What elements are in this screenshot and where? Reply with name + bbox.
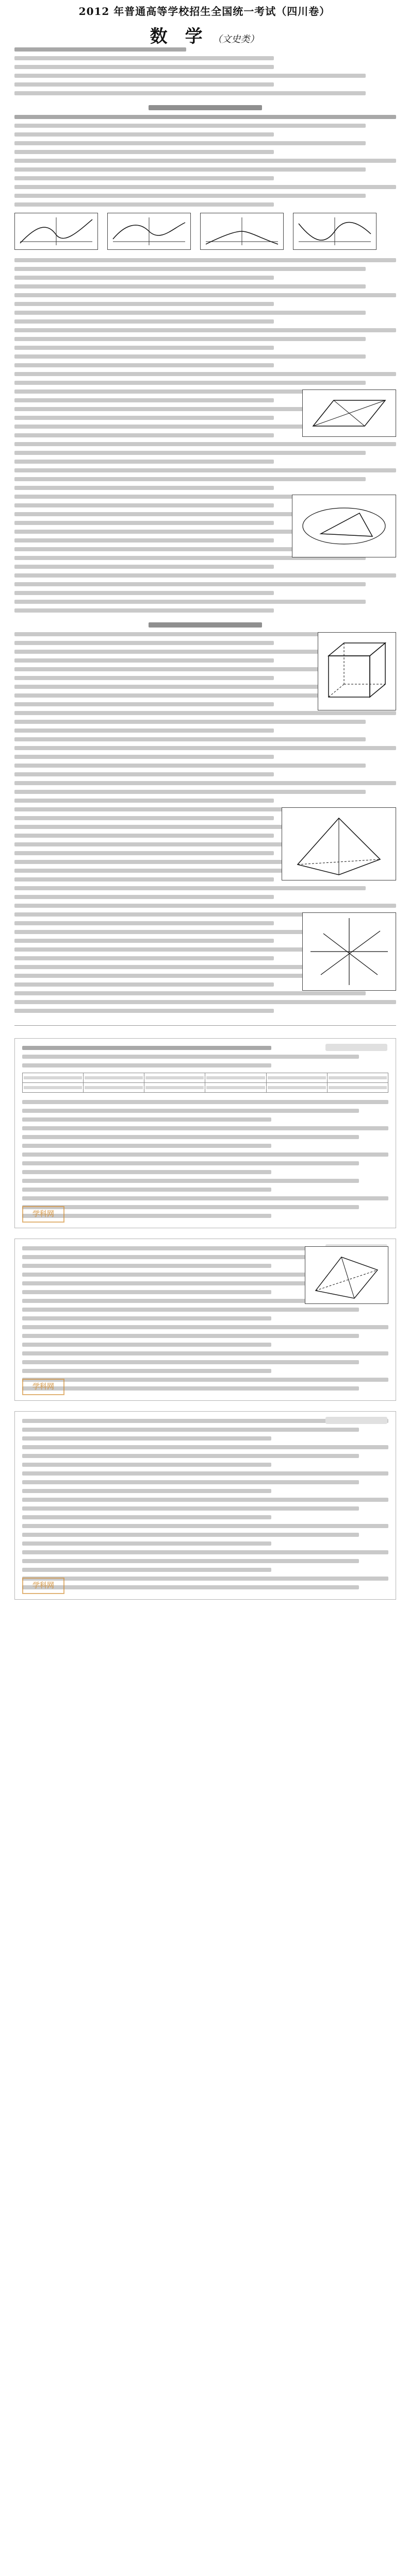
text-line [14, 693, 366, 698]
text-line [14, 91, 366, 95]
section-divider [14, 103, 396, 109]
text-line [14, 346, 274, 350]
text-line [14, 442, 396, 446]
text-line [14, 982, 274, 987]
text-line [14, 115, 396, 119]
text-line [14, 202, 274, 207]
publisher-logo: 学科网 [22, 1578, 64, 1594]
triangle-plane-figure [292, 495, 396, 557]
table-cell [266, 1083, 327, 1093]
coordinate-figure [302, 912, 396, 991]
solution-figure [305, 1246, 388, 1304]
text-line [22, 1506, 359, 1511]
document-header [0, 3, 409, 49]
text-line [14, 711, 396, 715]
text-line [22, 1063, 271, 1067]
text-line [22, 1524, 388, 1528]
text-line [22, 1126, 388, 1130]
text-line [22, 1480, 359, 1484]
publisher-logo: 学科网 [22, 1379, 64, 1395]
text-line [22, 1144, 271, 1148]
text-line [22, 1498, 388, 1502]
text-line [14, 302, 274, 306]
text-line [14, 728, 274, 733]
text-line [14, 772, 274, 776]
text-line [14, 167, 366, 172]
text-line [22, 1428, 359, 1432]
question-block [14, 258, 396, 385]
text-line [22, 1386, 359, 1391]
graph-svg [293, 213, 376, 249]
text-line [14, 337, 366, 341]
text-line [14, 311, 366, 315]
graph-svg [15, 213, 97, 249]
parallelogram-figure [302, 389, 396, 437]
page-divider [14, 1025, 396, 1026]
text-line [14, 895, 274, 899]
text-line [14, 608, 274, 613]
section-divider [14, 620, 396, 626]
text-line [14, 658, 274, 663]
text-line [22, 1205, 359, 1209]
text-line [14, 632, 366, 636]
text-line [14, 293, 396, 297]
text-line [14, 781, 396, 785]
graph-option-a [14, 213, 98, 250]
text-line [22, 1161, 359, 1165]
text-line [22, 1308, 359, 1312]
answer-sheet-page [14, 1239, 396, 1401]
reference-formulas-block [14, 47, 396, 95]
subject-note: （文史类） [212, 34, 259, 45]
text-line [14, 132, 274, 137]
text-line [14, 354, 366, 359]
text-line [14, 650, 366, 654]
text-line [22, 1559, 359, 1563]
document-title: 2012 年普通高等学校招生全国统一考试（四川卷） [78, 5, 331, 18]
text-line [14, 790, 366, 794]
text-line [22, 1343, 271, 1347]
text-line [14, 159, 396, 163]
table-cell [327, 1083, 388, 1093]
text-line [22, 1046, 271, 1050]
text-line [14, 939, 274, 943]
text-line [14, 276, 274, 280]
text-line [22, 1515, 271, 1519]
table-cell [84, 1073, 144, 1083]
text-line [14, 363, 274, 367]
text-line [14, 82, 274, 87]
text-line [14, 676, 274, 680]
text-line [22, 1325, 388, 1329]
text-line [22, 1351, 388, 1355]
table-row [23, 1083, 388, 1093]
table-row [23, 1073, 388, 1083]
text-line [14, 433, 274, 437]
cube-figure [318, 632, 396, 710]
text-line [22, 1196, 388, 1200]
text-line [14, 141, 366, 145]
text-line [22, 1135, 359, 1139]
text-line [14, 74, 366, 78]
text-line [14, 799, 274, 803]
text-line [14, 503, 274, 507]
text-line [22, 1489, 271, 1493]
table-cell [205, 1083, 266, 1093]
text-line [14, 573, 396, 578]
text-line [14, 460, 274, 464]
text-line [22, 1316, 271, 1320]
text-line [22, 1454, 359, 1458]
text-line [14, 877, 274, 882]
text-line [14, 416, 274, 420]
text-line [14, 194, 366, 198]
geometry-svg [282, 808, 396, 880]
text-line [14, 56, 274, 60]
text-line [14, 582, 366, 586]
graph-option-d [293, 213, 377, 250]
text-line [14, 185, 396, 189]
subject-label: 数 学 [150, 26, 203, 47]
text-line [22, 1471, 388, 1476]
text-line [14, 521, 274, 525]
text-line [14, 834, 274, 838]
text-line [22, 1264, 271, 1268]
text-line [14, 816, 274, 820]
text-line [14, 477, 366, 481]
text-line [14, 1000, 396, 1004]
text-line [22, 1550, 388, 1554]
table-cell [205, 1073, 266, 1083]
text-line [22, 1463, 271, 1467]
text-line [14, 720, 366, 724]
text-line [14, 486, 274, 490]
text-line [14, 600, 366, 604]
text-line [22, 1170, 271, 1174]
text-line [14, 565, 274, 569]
text-line [22, 1153, 388, 1157]
answer-sheet-page [14, 1038, 396, 1228]
text-line [22, 1378, 388, 1382]
text-line [14, 538, 274, 543]
text-line [14, 451, 366, 455]
table-cell [144, 1083, 205, 1093]
table-cell [266, 1073, 327, 1083]
text-line [14, 398, 274, 402]
graph-option-c [200, 213, 284, 250]
text-line [14, 956, 274, 960]
geometry-svg [303, 390, 396, 436]
text-line [22, 1188, 271, 1192]
watermark-box [325, 1044, 387, 1051]
table-cell [23, 1083, 84, 1093]
text-line [14, 328, 396, 332]
graph-options-row [14, 213, 396, 250]
text-line [14, 267, 366, 271]
text-line [22, 1533, 359, 1537]
table-cell [144, 1073, 205, 1083]
text-line [14, 65, 274, 69]
text-line [14, 150, 274, 154]
text-line [22, 1055, 359, 1059]
text-line [14, 764, 366, 768]
text-line [22, 1100, 388, 1104]
text-line [22, 1445, 388, 1449]
graph-svg [201, 213, 283, 249]
text-line [14, 591, 274, 595]
text-line [22, 1179, 359, 1183]
text-line [14, 746, 396, 750]
graph-svg [108, 213, 190, 249]
text-line [22, 1290, 271, 1294]
text-line [14, 991, 366, 995]
text-line [14, 886, 366, 890]
pyramid-figure [282, 807, 396, 880]
publisher-logo: 学科网 [22, 1206, 64, 1223]
text-line [14, 851, 274, 855]
table-cell [23, 1073, 84, 1083]
text-line [14, 641, 274, 645]
text-line [22, 1109, 359, 1113]
text-line [22, 1117, 271, 1122]
text-line [14, 258, 396, 262]
geometry-svg [303, 913, 396, 990]
text-line [22, 1436, 271, 1440]
text-line [14, 1009, 274, 1013]
question-block [14, 115, 396, 207]
geometry-svg [318, 633, 396, 710]
text-line [14, 319, 274, 324]
text-line [22, 1577, 388, 1581]
text-line [14, 667, 366, 671]
text-line [14, 702, 274, 706]
text-line [22, 1360, 359, 1364]
text-line [14, 755, 274, 759]
text-line [14, 47, 186, 52]
text-line [14, 176, 274, 180]
answer-table [22, 1073, 388, 1093]
text-line [14, 921, 274, 925]
text-line [14, 372, 396, 376]
text-line [22, 1541, 271, 1546]
text-line [14, 904, 396, 908]
watermark-box [325, 1417, 387, 1424]
text-line [14, 381, 366, 385]
geometry-svg [292, 495, 396, 557]
answer-sheet-page [14, 1411, 396, 1600]
text-line [22, 1334, 359, 1338]
text-line [14, 468, 396, 472]
text-line [14, 124, 366, 128]
text-line [14, 284, 366, 289]
table-cell [84, 1083, 144, 1093]
text-line [22, 1585, 359, 1589]
geometry-svg [305, 1247, 388, 1303]
text-line [14, 737, 366, 741]
text-line [22, 1568, 271, 1572]
text-line [22, 1369, 271, 1373]
table-cell [327, 1073, 388, 1083]
graph-option-b [107, 213, 191, 250]
document-body [14, 47, 396, 2576]
document-subject [0, 27, 409, 49]
